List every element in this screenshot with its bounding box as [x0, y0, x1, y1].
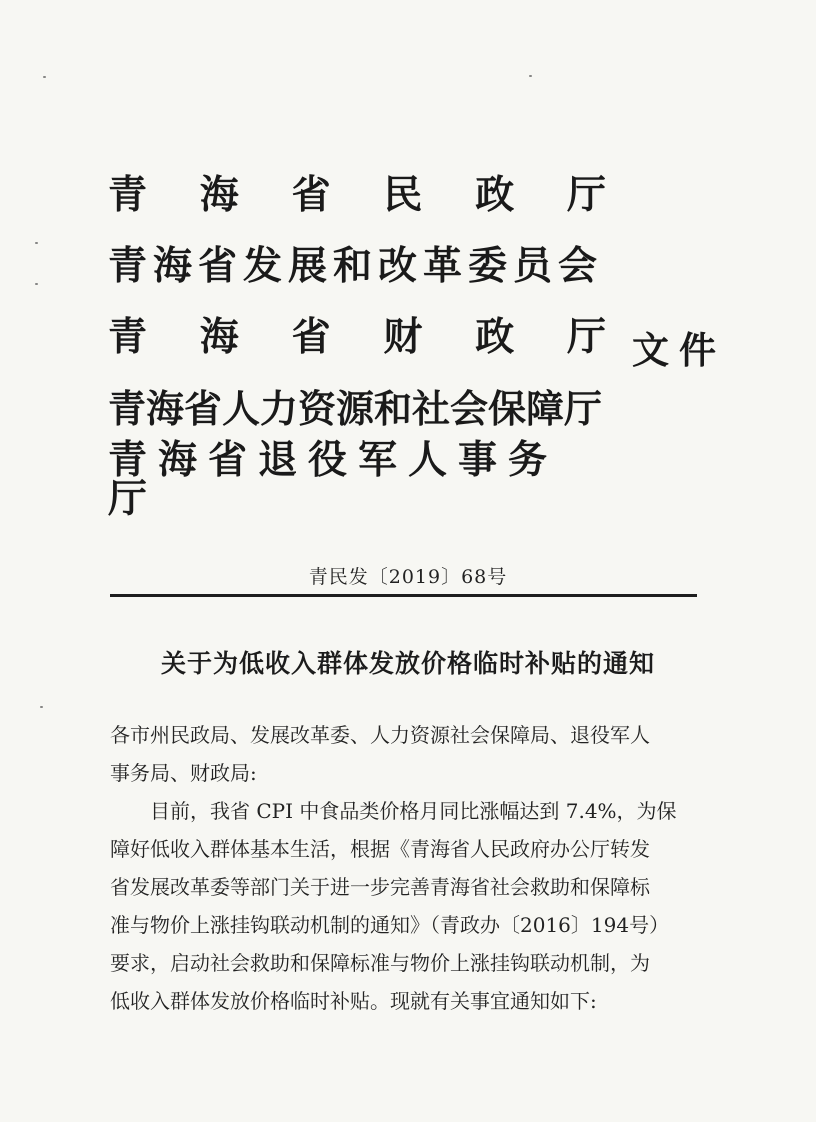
- agency-name: 青海省退役军人事务厅: [108, 436, 559, 522]
- document-suffix: 文件: [632, 328, 726, 372]
- paragraph: [110, 792, 700, 1020]
- paragraph-line: 低收入群体发放价格临时补贴。现就有关事宜通知如下:: [110, 989, 597, 1013]
- agency-human-resources: [108, 386, 606, 431]
- agency-char: 海: [199, 172, 239, 218]
- agency-char: 青: [108, 172, 148, 218]
- agency-char: 省: [291, 172, 331, 218]
- scan-speck: [40, 706, 43, 708]
- agency-name: 青海省人力资源和社会保障厅: [108, 386, 603, 431]
- agency-char: 青: [108, 314, 148, 360]
- scan-speck: [529, 75, 532, 77]
- agency-veterans-affairs: [108, 436, 606, 522]
- agency-char: 政: [475, 314, 515, 360]
- agency-finance: [108, 314, 606, 360]
- scan-speck: [35, 242, 38, 244]
- recipients-line: 事务局、财政局:: [110, 761, 257, 785]
- scan-speck: [35, 283, 38, 285]
- paragraph-line: 准与物价上涨挂钩联动机制的通知》（青政办〔2016〕194号）: [110, 913, 670, 937]
- agency-development-reform: [108, 243, 606, 289]
- agency-char: 民: [383, 172, 423, 218]
- paragraph-line: 省发展改革委等部门关于进一步完善青海省社会救助和保障标: [110, 875, 650, 899]
- issuing-agencies: [108, 172, 606, 531]
- header-divider: [110, 594, 697, 597]
- notice-title: 关于为低收入群体发放价格临时补贴的通知: [160, 649, 655, 678]
- scan-speck: [43, 76, 46, 78]
- agency-char: 厅: [566, 172, 606, 218]
- document-number: 青民发〔2019〕68号: [308, 566, 508, 588]
- paragraph-line: 要求，启动社会救助和保障标准与物价上涨挂钩联动机制，为: [110, 951, 650, 975]
- paragraph-line: 目前，我省 CPI 中食品类价格月同比涨幅达到 7.4%，为保: [150, 799, 677, 823]
- agency-char: 政: [475, 172, 515, 218]
- recipients-line: 各市州民政局、发展改革委、人力资源社会保障局、退役军人: [110, 723, 650, 747]
- agency-char: 省: [291, 314, 331, 360]
- agency-name: 青海省发展和改革委员会: [108, 243, 604, 289]
- recipients: [110, 716, 700, 792]
- notice-body: [110, 716, 700, 1020]
- agency-char: 厅: [566, 314, 606, 360]
- agency-char: 财: [383, 314, 423, 360]
- paragraph-line: 障好低收入群体基本生活，根据《青海省人民政府办公厅转发: [110, 837, 650, 861]
- agency-char: 海: [199, 314, 239, 360]
- agency-civil-affairs: [108, 172, 606, 218]
